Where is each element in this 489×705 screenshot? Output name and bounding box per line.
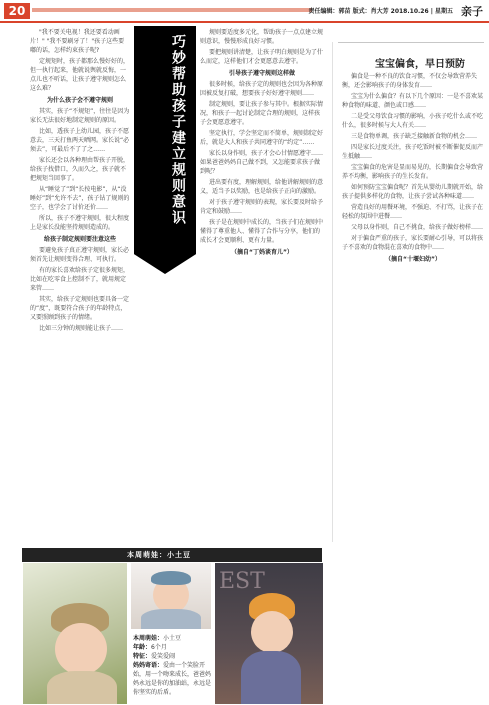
page-number: 20 (4, 3, 30, 19)
paragraph: 家长以身作则，孩子才会心甘情愿遵守……如果爸爸妈妈自己做不到，又怎能要求孩子做到呢？ (200, 150, 324, 175)
paragraph: 从“睡觉了”到“长按电影”，从“没睡好”到“允许不去”，孩子钻了规则的空子，也学会了讨价还价…… (30, 186, 130, 211)
paragraph: 四是家长过度关注，孩子吃饭时被不断催促反而产生抵触…… (342, 144, 484, 160)
middle-article-column (200, 28, 324, 543)
header-meta: 责任编辑：郭苗 版式：肖大芳 2018.10.26 | 星期五 (308, 8, 453, 15)
paragraph: 有的家长喜欢给孩子定很多规矩，比如在吃零食上控制不了，就用规定来管…… (30, 267, 130, 292)
paragraph: 其实，给孩子定规则也要具备一定的“度”，既要符合孩子的年龄特点，又要照顾到孩子的情绪。 (30, 296, 130, 321)
profile-age-label: 年龄： (133, 644, 152, 651)
subheading: 引导孩子遵守规则这样做 (228, 70, 295, 77)
side-article-title: 宝宝偏食，早日预防 (375, 59, 465, 70)
section-name: 亲子 (461, 5, 483, 18)
profile-message-row (133, 661, 213, 697)
paragraph: 定规矩时，孩子都那么慢好好的，但一执行起来，他就说舆就反悔，一点儿也不听话，让孩子遵守规则怎么这么难？ (30, 58, 130, 92)
paragraph: 所以，孩子不遵守规则，很大程度上是家长没能坚持规则造成的。 (30, 215, 130, 231)
paragraph: 对于偏食严重的孩子，家长要耐心引导，可以将孩子不喜欢的食物混在喜欢的食物中…… (342, 235, 484, 251)
hat (151, 571, 191, 585)
subheading: 为什么孩子会不遵守规则 (46, 97, 113, 104)
baby-face (55, 623, 107, 675)
page-header (0, 0, 489, 22)
profile-message-label: 妈妈寄语： (133, 662, 164, 669)
baby-photo-2 (130, 562, 212, 630)
profile-age: 6个月 (151, 644, 167, 651)
paragraph: 父母以身作则，自己不挑食，给孩子做好榜样…… (351, 224, 484, 231)
paragraph: 要避免孩子真正遵守规则，家长必须首先让规则变得合理、可执行。 (30, 247, 130, 263)
article-title: 巧妙帮助孩子建立规则意识 (170, 34, 186, 226)
profile-name-row (133, 634, 213, 643)
side-article-column (342, 72, 484, 700)
baby-profile-card (133, 634, 213, 697)
paragraph: 孩子是在规则中成长的，当孩子们在规则中懂得了尊重他人、懂得了合作与分享，他们的成长才会更顺利、更有力量。 (200, 219, 324, 244)
paragraph: 宝宝偏食的危害是显而易见的，长期偏食会导致营养不均衡，影响孩子的生长发育。 (342, 164, 484, 180)
profile-name-label: 本周萌娃： (133, 635, 164, 642)
paragraph: 比如，透孩子上幼儿园，孩子不愿意去，三天打鱼两天晒网。家长说“必须去”，可最后不了了之…… (30, 128, 130, 153)
baby-face (251, 611, 293, 653)
paragraph: 三是食物单调，孩子缺乏接触新食物的机会…… (351, 133, 478, 140)
paragraph: "我不要关电视！我还要看动画片！" "我不要刷牙了！"孩子这些要嘟的话，怎样约束孩子呢? (30, 29, 125, 54)
source-note: （摘自“丁妈谈育儿”） (231, 249, 293, 256)
paragraph: 家长还会以各种理由帮孩子开脱，给孩子找借口，久而久之，孩子就不把规矩当回事了。 (30, 157, 130, 182)
column-divider (332, 42, 333, 542)
baby-body (47, 671, 117, 705)
profile-trait-row (133, 652, 213, 661)
profile-message: 爱由一个笑脸开始，用一个吻来成长，爸爸妈妈永远是你的加油站，永远是你坚实的后盾。 (133, 662, 212, 696)
paragraph: 坚定执行，学会坚定而不简单，规则制定好后，就是大人和孩子共同遵守的“约定”…… (200, 130, 324, 146)
left-article-column (30, 28, 130, 543)
profile-age-row (133, 643, 213, 652)
paragraph: 进出要有度，理解规则，给他讲解规则的意义，适当予以奖励，也是给孩子正向的激励。 (200, 179, 324, 195)
paragraph: 营造良好的用餐环境，不强迫、不打骂，让孩子在轻松的氛围中进餐…… (342, 204, 484, 220)
featured-baby-label: 本周萌娃：小土豆 (127, 551, 191, 559)
paragraph: 要把规则讲清楚，让孩子明白规则是为了什么而定，这样他们才会更愿意去遵守。 (200, 49, 324, 65)
side-top-rule (338, 42, 484, 43)
paragraph: 偏食是一种不良的饮食习惯，不仅会导致营养失衡，还会影响孩子的身体发育…… (342, 73, 478, 89)
profile-trait-label: 特征： (133, 653, 152, 660)
profile-name: 小土豆 (163, 635, 182, 642)
paragraph: 很多时候，给孩子定的规则也会因为各种原因被反复打破，想要孩子好好遵守规则…… (200, 81, 324, 97)
baby-body (241, 651, 301, 704)
paragraph: 如何预防宝宝偏食呢？首先从婴幼儿期就开始，给孩子提供多样化的食物，让孩子尝试各种味道…… (342, 184, 484, 200)
baby-body (141, 609, 201, 630)
paragraph: 其实，孩子“不规矩”，往往是因为家长无法很好地制定规则的原因。 (30, 108, 130, 124)
paragraph: 比如三分钟的规则能让孩子…… (39, 325, 124, 332)
profile-trait: 爱笑爱闹 (151, 653, 176, 660)
background-lettering: EST (219, 569, 265, 594)
paragraph: 宝宝为什么偏食？有以下几个原因：一是不喜欢某种食物的味道、颜色或口感…… (342, 93, 484, 109)
baby-photo-3 (214, 562, 324, 705)
paragraph: 二是受父母饮食习惯的影响，小孩子吃什么或不吃什么，很多时候与大人有关…… (342, 113, 484, 129)
paragraph: 制定规则，要让孩子参与其中。根据实际情况，和孩子一起讨论制定合理的规则，这样孩子会更愿意遵守。 (200, 101, 324, 126)
header-accent-bar (32, 8, 312, 12)
baby-photo-1 (22, 562, 128, 705)
subheading: 给孩子制定规则要注意这些 (43, 236, 116, 243)
paragraph: 对于孩子遵守规则的表现，家长要及时给予肯定和鼓励…… (200, 199, 324, 215)
header-rule (0, 21, 489, 23)
source-note: （摘自“十堰妇幼”） (385, 256, 441, 263)
paragraph: 规则要适度多元化，帮助孩子一点点建立规则意识，慢慢形成良好习惯。 (200, 29, 324, 45)
